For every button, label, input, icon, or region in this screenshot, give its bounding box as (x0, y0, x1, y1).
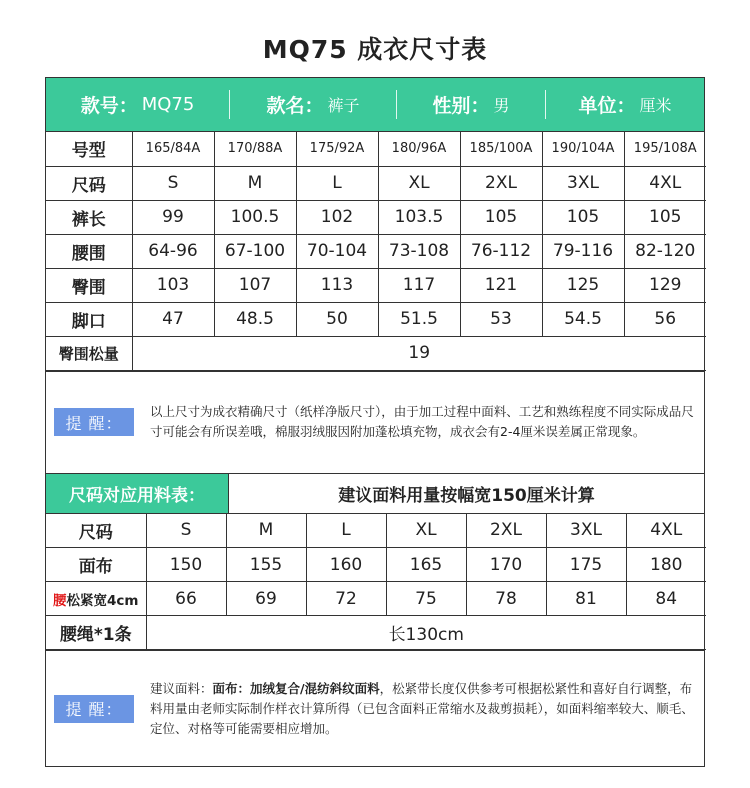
row-label: 号型 (46, 132, 132, 166)
model-value: MQ75 (141, 94, 195, 115)
elastic-cell: 75 (386, 582, 466, 616)
model-key: 款号： (80, 95, 138, 117)
table-cell: 125 (542, 268, 624, 302)
row-label: 臀围 (46, 268, 132, 302)
gender (397, 78, 545, 131)
table-cell: 70-104 (296, 234, 378, 268)
table-cell: 117 (378, 268, 460, 302)
fabric-amount-cell: 155 (226, 548, 306, 582)
name-value: 裤子 (327, 96, 360, 115)
table-cell: 67-100 (214, 234, 296, 268)
table-cell: 103 (132, 268, 214, 302)
table-cell: 53 (460, 302, 542, 336)
hip-ease-label: 臀围松量 (46, 336, 132, 370)
fabric-amount-label: 面布 (46, 548, 146, 582)
table-cell: 50 (296, 302, 378, 336)
fabric-amount-cell: 170 (466, 548, 546, 582)
elastic-row (46, 582, 706, 616)
table-cell: S (132, 166, 214, 200)
fabric-amount-cell: 165 (386, 548, 466, 582)
fabric-size-cell: 4XL (626, 514, 706, 548)
table-cell: 47 (132, 302, 214, 336)
table-cell: 51.5 (378, 302, 460, 336)
table-cell: 185/100A (460, 132, 542, 166)
table-cell: M (214, 166, 296, 200)
table-cell: 107 (214, 268, 296, 302)
fabric-size-cell: 2XL (466, 514, 546, 548)
reminder-box (46, 371, 704, 474)
hip-row (46, 268, 706, 302)
fabric-size-cell: L (306, 514, 386, 548)
cord-value: 长130cm (146, 616, 706, 650)
row-label: 尺码 (46, 166, 132, 200)
gender-value: 男 (493, 96, 510, 115)
table-cell: 79-116 (542, 234, 624, 268)
size-chart (45, 77, 705, 767)
fabric-size-label: 尺码 (46, 514, 146, 548)
table-cell: XL (378, 166, 460, 200)
elastic-label-rest: 松紧宽4cm (66, 592, 139, 609)
reminder-text-2 (150, 679, 694, 739)
reminder-tag-2: 提 醒： (54, 695, 134, 723)
table-cell: 190/104A (542, 132, 624, 166)
name-key: 款名： (266, 95, 324, 117)
table-cell: 64-96 (132, 234, 214, 268)
fabric-amount-cell: 160 (306, 548, 386, 582)
elastic-cell: 66 (146, 582, 226, 616)
model-number (46, 78, 229, 131)
elastic-cell: 81 (546, 582, 626, 616)
elastic-label (46, 582, 146, 616)
size-code-row (46, 132, 706, 166)
elastic-cell: 69 (226, 582, 306, 616)
fabric-size-cell: M (226, 514, 306, 548)
table-cell: 3XL (542, 166, 624, 200)
row-label: 脚口 (46, 302, 132, 336)
table-cell: 103.5 (378, 200, 460, 234)
fabric-amount-row (46, 548, 706, 582)
table-cell: 82-120 (624, 234, 706, 268)
elastic-label-red: 腰 (53, 592, 67, 609)
row-label: 裤长 (46, 200, 132, 234)
reminder-text: 以上尺寸为成衣精确尺寸（纸样净版尺寸），由于加工过程中面料、工艺和熟练程度不同实际成品尺寸可能会有所误差哦，棉服羽绒服因附加蓬松填充物，成衣会有2-4厘米误差属正常现象。 (150, 404, 694, 439)
table-cell: 170/88A (214, 132, 296, 166)
reminder-tag: 提 醒： (54, 408, 134, 436)
fabric-amount-cell: 180 (626, 548, 706, 582)
fabric-size-cell: 3XL (546, 514, 626, 548)
elastic-cell: 72 (306, 582, 386, 616)
hem-row (46, 302, 706, 336)
fabric-band-note: 建议面料用量按幅宽150厘米计算 (338, 485, 595, 506)
elastic-cell: 84 (626, 582, 706, 616)
table-cell: 73-108 (378, 234, 460, 268)
table-cell: 165/84A (132, 132, 214, 166)
table-cell: 100.5 (214, 200, 296, 234)
fabric-size-cell: XL (386, 514, 466, 548)
fabric-size-row (46, 514, 706, 548)
reminder-text-a: 建议面料： (150, 680, 213, 696)
table-cell: 4XL (624, 166, 706, 200)
unit (546, 78, 704, 131)
table-cell: 105 (460, 200, 542, 234)
table-cell: 76-112 (460, 234, 542, 268)
table-cell: 56 (624, 302, 706, 336)
item-name (230, 78, 396, 131)
table-cell: 195/108A (624, 132, 706, 166)
table-cell: 99 (132, 200, 214, 234)
elastic-cell: 78 (466, 582, 546, 616)
table-cell: 48.5 (214, 302, 296, 336)
table-cell: 175/92A (296, 132, 378, 166)
table-cell: 54.5 (542, 302, 624, 336)
table-cell: 121 (460, 268, 542, 302)
table-cell: 129 (624, 268, 706, 302)
reminder-box-2 (46, 650, 704, 766)
hip-ease-row (46, 336, 706, 370)
table-cell: 2XL (460, 166, 542, 200)
cord-label: 腰绳*1条 (46, 616, 146, 650)
table-cell: 102 (296, 200, 378, 234)
fabric-band (46, 474, 704, 514)
gender-key: 性别： (432, 95, 490, 117)
fabric-band-label: 尺码对应用料表： (46, 474, 229, 513)
unit-value: 厘米 (639, 96, 672, 115)
reminder-text-b: 面布：加绒复合/混纺斜纹面料 (212, 680, 380, 696)
hip-ease-value: 19 (132, 336, 706, 370)
table-cell: 113 (296, 268, 378, 302)
cord-row (46, 616, 706, 650)
size-table (46, 132, 706, 371)
fabric-size-cell: S (146, 514, 226, 548)
fabric-table (46, 514, 706, 651)
table-cell: L (296, 166, 378, 200)
table-cell: 180/96A (378, 132, 460, 166)
waist-row (46, 234, 706, 268)
table-cell: 105 (542, 200, 624, 234)
size-row (46, 166, 706, 200)
unit-key: 单位： (578, 95, 636, 117)
fabric-amount-cell: 175 (546, 548, 626, 582)
page-title: MQ75 成衣尺寸表 (262, 35, 488, 64)
reminder-text-c: ，松紧带长度仅供参考可根据松紧性和喜好自行调整，布料用量由老师实际制作样衣计算所得（已包含面料正常缩水及裁剪损耗），如面料缩率较大、顺毛、定位、对格等可能需要相应增加。 (150, 680, 694, 736)
header-band (46, 78, 704, 132)
length-row (46, 200, 706, 234)
table-cell: 105 (624, 200, 706, 234)
row-label: 腰围 (46, 234, 132, 268)
fabric-amount-cell: 150 (146, 548, 226, 582)
